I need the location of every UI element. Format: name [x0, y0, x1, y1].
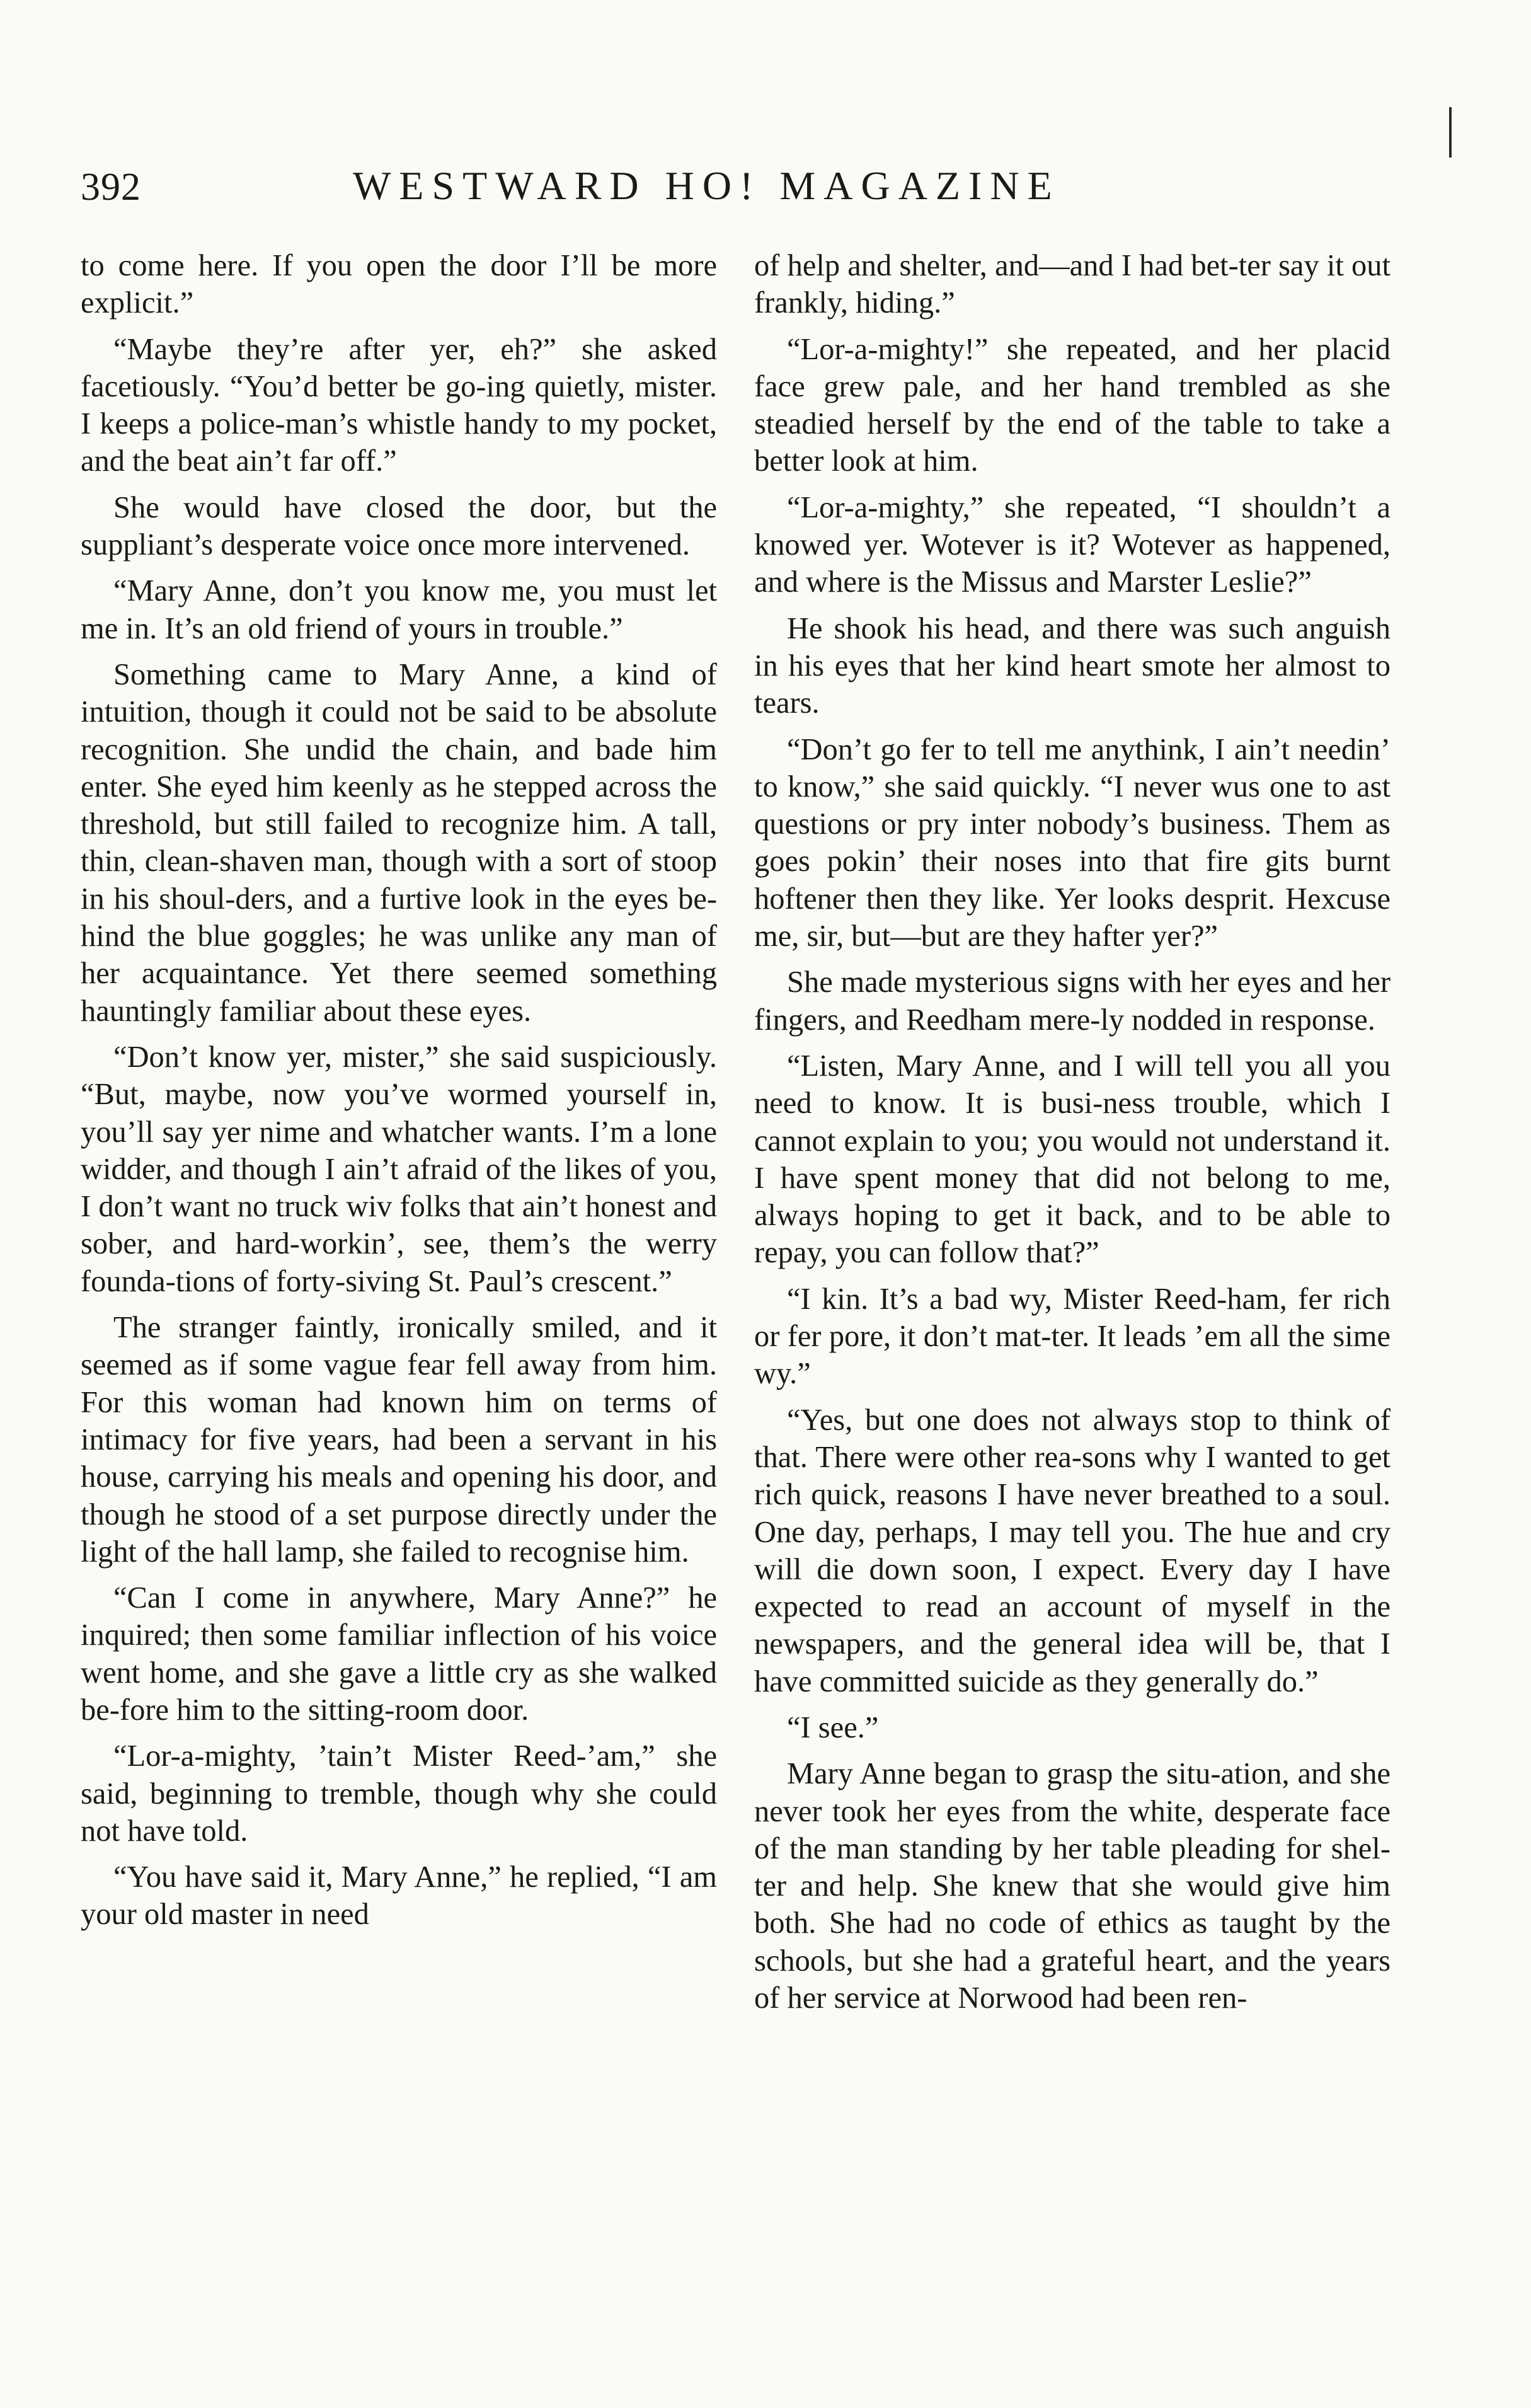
paragraph: “I kin. It’s a bad wy, Mister Reed-ham, fer rich or fer pore, it don’t mat-ter. It leads ’em all the sime wy.”: [754, 1282, 1391, 1391]
paragraph: “Yes, but one does not always stop to think of that. There were other rea-sons why I wanted to get rich quick, reasons I have never breathed to a soul. One day, perhaps, I may tell you. The hue and cry will die down soon, I expect. Every day I have expected to read an account of myself in the newspapers, and the general idea will be, that I have committed suicide as they generally do.”: [754, 1403, 1391, 1698]
paragraph: “I see.”: [787, 1710, 879, 1744]
page-number: 392: [81, 166, 141, 209]
paragraph: She made mysterious signs with her eyes and her fingers, and Reedham mere-ly nodded in response.: [754, 965, 1391, 1037]
paragraph: The stranger faintly, ironically smiled, and it seemed as if some vague fear fell away from him. For this woman had known him on terms of intimacy for five years, had been a servant in his house, carrying his meals and opening his door, and though he stood of a set purpose directly under the light of the hall lamp, she failed to recognise him.: [81, 1311, 717, 1569]
margin-mark: [1449, 107, 1452, 158]
paragraph: “Lor-a-mighty, ’tain’t Mister Reed-’am,” she said, beginning to tremble, though why she could not have told.: [81, 1739, 717, 1848]
paragraph: “Don’t know yer, mister,” she said suspiciously. “But, maybe, now you’ve wormed yourself in, you’ll say yer nime and whatcher wants. I’m a lone widder, and though I ain’t afraid of the likes of you, I don’t want no truck wiv folks that ain’t honest and sober, and hard-workin’, see, them’s the werry founda-tions of forty-siving St. Paul’s crescent.”: [81, 1040, 717, 1298]
paragraph: “Can I come in anywhere, Mary Anne?” he inquired; then some familiar inflection of his voice went home, and she gave a little cry as she walked be-fore him to the sitting-room door.: [81, 1581, 717, 1727]
paragraph: He shook his head, and there was such anguish in his eyes that her kind heart smote her almost to tears.: [754, 611, 1391, 720]
paragraph: “You have said it, Mary Anne,” he replied, “I am your old master in need: [81, 1860, 717, 1932]
paragraph: “Lor-a-mighty,” she repeated, “I shouldn’t a knowed yer. Wotever is it? Wotever as happened, and where is the Missus and Marster Leslie?”: [754, 490, 1391, 599]
running-title: WESTWARD HO! MAGAZINE: [353, 163, 1060, 208]
paragraph: “Don’t go fer to tell me anythink, I ain’t needin’ to know,” she said quickly. “I never wus one to ast questions or pry inter nobody’s business. Them as goes pokin’ their noses into that fire gits burnt hoftener then they like. Yer looks desprit. Hexcuse me, sir, but—but are they hafter yer?”: [754, 732, 1391, 953]
right-column: [754, 247, 1391, 2371]
paragraph: “Listen, Mary Anne, and I will tell you all you need to know. It is busi-ness trouble, which I cannot explain to you; you would not understand it. I have spent money that did not belong to me, always hoping to get it back, and to be able to repay, you can follow that?”: [754, 1049, 1391, 1270]
paragraph: “Mary Anne, don’t you know me, you must let me in. It’s an old friend of yours in trouble.”: [81, 574, 717, 645]
paragraph: “Maybe they’re after yer, eh?” she asked facetiously. “You’d better be go-ing quietly, mister. I keeps a police-man’s whistle handy to my pocket, and the beat ain’t far off.”: [81, 332, 717, 478]
paragraph: “Lor-a-mighty!” she repeated, and her placid face grew pale, and her hand trembled as she steadied herself by the end of the table to take a better look at him.: [754, 332, 1391, 478]
paragraph: She would have closed the door, but the suppliant’s desperate voice once more intervened.: [81, 490, 717, 562]
left-column: [81, 247, 717, 2371]
paragraph: of help and shelter, and—and I had bet-ter say it out frankly, hiding.”: [754, 249, 1391, 320]
paragraph: Something came to Mary Anne, a kind of intuition, though it could not be said to be absolute recognition. She undid the chain, and bade him enter. She eyed him keenly as he stepped across the threshold, but still failed to recognize him. A tall, thin, clean-shaven man, though with a sort of stoop in his shoul-ders, and a furtive look in the eyes be-hind the blue goggles; he was unlike any man of her acquaintance. Yet there seemed something hauntingly familiar about these eyes.: [81, 657, 717, 1028]
paragraph: Mary Anne began to grasp the situ-ation, and she never took her eyes from the white, desperate face of the man standing by her table pleading for shel-ter and help. She knew that she would give him both. She had no code of ethics as taught by the schools, but she had a grateful heart, and the years of her service at Norwood had been ren-: [754, 1757, 1391, 2015]
paragraph: to come here. If you open the door I’ll be more explicit.”: [81, 249, 717, 320]
